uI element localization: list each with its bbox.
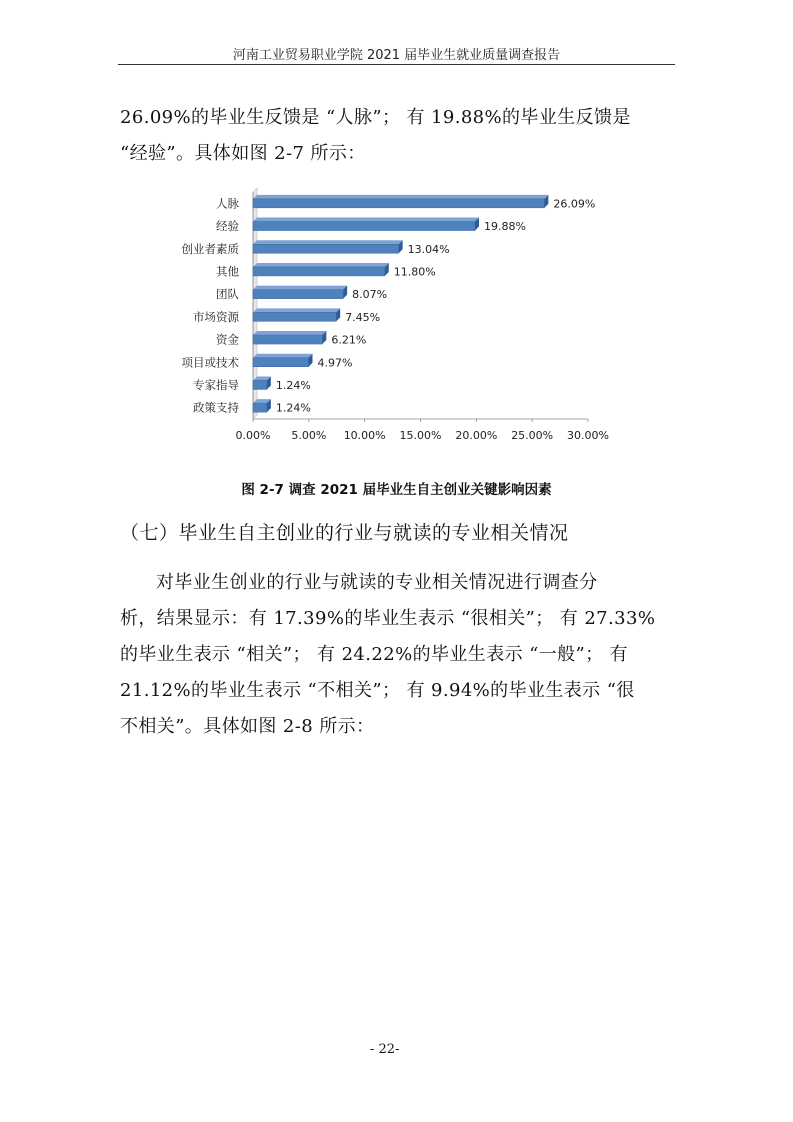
bar-top-7	[253, 354, 312, 358]
bar-top-0	[253, 195, 548, 199]
bar-7	[253, 358, 308, 367]
header-rule	[118, 64, 675, 65]
bar-6	[253, 335, 322, 344]
category-label-8: 专家指导	[193, 377, 239, 392]
bar-2	[253, 244, 399, 253]
bar-top-4	[253, 286, 347, 290]
bar-4	[253, 290, 343, 299]
bar-5	[253, 312, 336, 321]
value-label-2: 13.04%	[407, 242, 450, 256]
page-header: 河南工业贸易职业学院 2021 届毕业生就业质量调查报告	[232, 48, 561, 63]
category-label-6: 资金	[216, 332, 239, 347]
value-label-4: 8.07%	[352, 288, 388, 302]
category-label-4: 团队	[216, 287, 239, 302]
bar-0	[253, 199, 544, 208]
category-label-5: 市场资源	[193, 309, 239, 324]
value-label-6: 6.21%	[331, 333, 367, 347]
bar-top-6	[253, 331, 326, 335]
value-label-1: 19.88%	[483, 220, 526, 234]
category-label-3: 其他	[216, 264, 239, 279]
value-label-8: 1.24%	[275, 378, 311, 392]
factor-bar-chart	[170, 186, 620, 451]
bar-top-3	[253, 263, 389, 267]
body-line-3: 的毕业生表示 “相关”； 有 24.22%的毕业生表示 “一般”； 有	[120, 644, 629, 665]
category-label-2: 创业者素质	[181, 241, 239, 256]
bar-9	[253, 403, 267, 412]
x-tick-label-3: 15.00%	[399, 429, 442, 442]
body-line-2: 析，结果显示：有 17.39%的毕业生表示 “很相关”； 有 27.33%	[120, 608, 656, 629]
category-label-9: 政策支持	[193, 400, 239, 415]
category-label-7: 项目或技术	[181, 355, 239, 370]
bar-8	[253, 380, 267, 389]
body-line-1: 对毕业生创业的行业与就读的专业相关情况进行调查分	[156, 572, 598, 593]
x-tick-label-4: 20.00%	[455, 429, 498, 442]
section-heading: （七）毕业生自主创业的行业与就读的专业相关情况	[120, 522, 569, 544]
value-label-0: 26.09%	[553, 197, 596, 211]
x-tick-label-0: 0.00%	[235, 429, 271, 442]
body-line-4: 21.12%的毕业生表示 “不相关”； 有 9.94%的毕业生表示 “很	[120, 680, 635, 701]
bar-top-2	[253, 240, 403, 244]
body-line-5: 不相关”。具体如图 2-8 所示：	[120, 716, 375, 737]
category-label-1: 经验	[216, 219, 239, 234]
value-label-7: 4.97%	[317, 356, 353, 370]
x-tick-label-2: 10.00%	[343, 429, 386, 442]
bar-1	[253, 222, 475, 231]
bar-top-1	[253, 218, 479, 222]
category-label-0: 人脉	[216, 196, 239, 211]
value-label-9: 1.24%	[275, 401, 311, 415]
page-number: - 22-	[370, 1042, 400, 1057]
figure-caption: 图 2-7 调查 2021 届毕业生自主创业关键影响因素	[241, 482, 552, 498]
bar-3	[253, 267, 385, 276]
intro-line-2: “经验”。具体如图 2-7 所示：	[120, 143, 366, 164]
bar-top-5	[253, 308, 340, 312]
intro-line-1: 26.09%的毕业生反馈是 “人脉”； 有 19.88%的毕业生反馈是	[120, 107, 631, 128]
x-tick-label-5: 25.00%	[511, 429, 554, 442]
value-label-5: 7.45%	[345, 310, 381, 324]
value-label-3: 11.80%	[393, 265, 436, 279]
x-tick-label-6: 30.00%	[567, 429, 609, 442]
x-tick-label-1: 5.00%	[291, 429, 327, 442]
